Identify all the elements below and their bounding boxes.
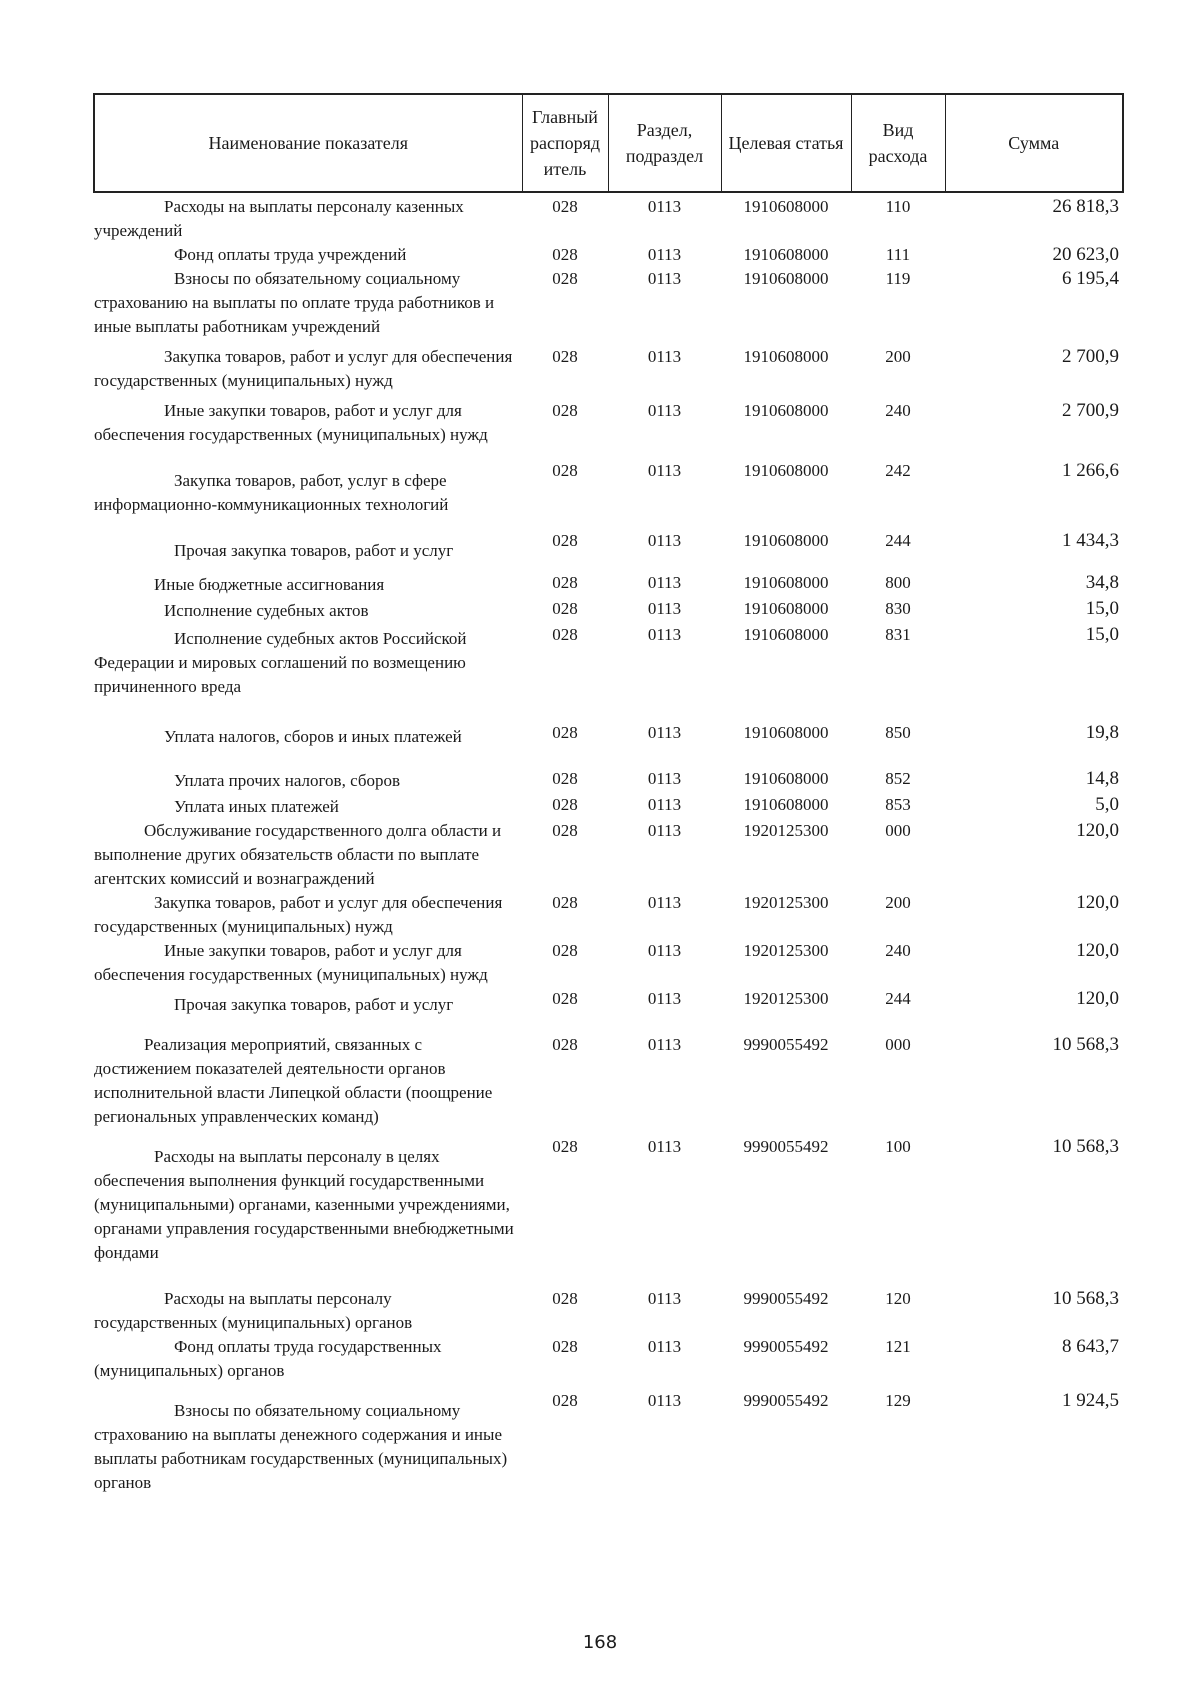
row-section: 0113 — [647, 269, 682, 288]
row-name: Прочая закупка товаров, работ и услуг — [174, 541, 454, 560]
row-expense-type: 100 — [885, 1137, 911, 1156]
row-sum: 10 568,3 — [1052, 1034, 1119, 1055]
row-section: 0113 — [647, 821, 682, 840]
row-name: Обслуживание государственного долга области и выполнение других обязательств области по выплате агентских комиссий и вознаграждений — [94, 821, 502, 888]
row-chief-manager: 028 — [552, 245, 578, 264]
row-chief-manager: 028 — [552, 795, 578, 814]
row-chief-manager: 028 — [552, 269, 578, 288]
header-expense-type: Вид расхода — [851, 94, 945, 192]
row-expense-type: 120 — [885, 1289, 911, 1308]
row-sum: 20 623,0 — [1052, 244, 1119, 265]
table-row — [94, 891, 1123, 939]
header-section: Раздел, подраздел — [608, 94, 721, 192]
table-row — [94, 1335, 1123, 1383]
row-sum: 10 568,3 — [1052, 1136, 1119, 1157]
row-section: 0113 — [647, 1391, 682, 1410]
row-sum: 15,0 — [1085, 624, 1119, 645]
table-row — [94, 709, 1123, 759]
row-section: 0113 — [647, 1137, 682, 1156]
row-expense-type: 240 — [885, 941, 911, 960]
table-row — [94, 793, 1123, 819]
row-chief-manager: 028 — [552, 599, 578, 618]
page-number: 168 — [582, 1632, 618, 1653]
row-expense-type: 129 — [885, 1391, 911, 1410]
row-name: Взносы по обязательному социальному страхованию на выплаты по оплате труда работников и иные выплаты работникам учреждений — [94, 269, 495, 336]
table-row — [94, 759, 1123, 793]
row-chief-manager: 028 — [552, 461, 578, 480]
row-sum: 34,8 — [1085, 572, 1119, 593]
header-name: Наименование показателя — [94, 94, 522, 192]
row-sum: 26 818,3 — [1052, 196, 1119, 217]
row-chief-manager: 028 — [552, 723, 578, 742]
row-section: 0113 — [647, 1289, 682, 1308]
table-row — [94, 267, 1123, 339]
row-target-item: 1910608000 — [743, 461, 829, 480]
row-name: Расходы на выплаты персоналу государственных (муниципальных) органов — [94, 1289, 413, 1332]
row-chief-manager: 028 — [552, 821, 578, 840]
row-section: 0113 — [647, 245, 682, 264]
row-section: 0113 — [647, 989, 682, 1008]
row-target-item: 1910608000 — [743, 401, 829, 420]
row-chief-manager: 028 — [552, 1391, 578, 1410]
row-sum: 19,8 — [1085, 722, 1119, 743]
table-row — [94, 623, 1123, 709]
row-sum: 14,8 — [1085, 768, 1119, 789]
header-chief-manager: Главный распоряд итель — [522, 94, 608, 192]
row-chief-manager: 028 — [552, 197, 578, 216]
row-target-item: 1910608000 — [743, 795, 829, 814]
row-sum: 1 924,5 — [1062, 1390, 1119, 1411]
row-section: 0113 — [647, 347, 682, 366]
row-name: Исполнение судебных актов — [164, 601, 369, 620]
row-name: Иные бюджетные ассигнования — [154, 575, 385, 594]
row-sum: 2 700,9 — [1062, 400, 1119, 421]
row-sum: 120,0 — [1076, 892, 1119, 913]
row-name: Фонд оплаты труда государственных (муниципальных) органов — [94, 1337, 442, 1380]
table-row — [94, 1275, 1123, 1335]
row-sum: 1 266,6 — [1062, 460, 1119, 481]
row-chief-manager: 028 — [552, 1337, 578, 1356]
row-target-item: 1910608000 — [743, 769, 829, 788]
row-target-item: 9990055492 — [743, 1337, 829, 1356]
table-header — [94, 94, 1123, 192]
table-row — [94, 1383, 1123, 1495]
row-expense-type: 800 — [885, 573, 911, 592]
row-expense-type: 110 — [885, 197, 911, 216]
row-target-item: 1910608000 — [743, 625, 829, 644]
row-name: Иные закупки товаров, работ и услуг для обеспечения государственных (муниципальных) нужд — [94, 401, 488, 444]
row-target-item: 1920125300 — [743, 821, 829, 840]
row-section: 0113 — [647, 599, 682, 618]
row-section: 0113 — [647, 795, 682, 814]
table-row — [94, 192, 1123, 243]
row-name: Закупка товаров, работ и услуг для обеспечения государственных (муниципальных) нужд — [94, 347, 513, 390]
row-name: Уплата прочих налогов, сборов — [174, 771, 400, 790]
budget-table — [93, 93, 1124, 1495]
table-row — [94, 987, 1123, 1025]
row-name: Исполнение судебных актов Российской Федерации и мировых соглашений по возмещению причиненного вреда — [94, 629, 467, 696]
row-name: Прочая закупка товаров, работ и услуг — [174, 995, 454, 1014]
row-chief-manager: 028 — [552, 893, 578, 912]
row-expense-type: 240 — [885, 401, 911, 420]
row-sum: 6 195,4 — [1062, 268, 1119, 289]
row-expense-type: 121 — [885, 1337, 911, 1356]
row-target-item: 1910608000 — [743, 347, 829, 366]
table-row — [94, 339, 1123, 393]
row-chief-manager: 028 — [552, 769, 578, 788]
row-expense-type: 244 — [885, 989, 911, 1008]
row-sum: 120,0 — [1076, 988, 1119, 1009]
row-chief-manager: 028 — [552, 1289, 578, 1308]
row-sum: 120,0 — [1076, 940, 1119, 961]
row-name: Уплата налогов, сборов и иных платежей — [164, 727, 462, 746]
row-target-item: 1920125300 — [743, 989, 829, 1008]
row-sum: 2 700,9 — [1062, 346, 1119, 367]
row-target-item: 9990055492 — [743, 1035, 829, 1054]
row-target-item: 1920125300 — [743, 941, 829, 960]
row-target-item: 9990055492 — [743, 1391, 829, 1410]
row-chief-manager: 028 — [552, 989, 578, 1008]
row-name: Расходы на выплаты персоналу в целях обеспечения выполнения функций государственными (муниципальными) органами, казенными учреждениями, органами управления государственными внебюджетными фондами — [94, 1147, 514, 1262]
row-sum: 1 434,3 — [1062, 530, 1119, 551]
table-row — [94, 517, 1123, 563]
row-name: Фонд оплаты труда учреждений — [174, 245, 407, 264]
row-sum: 120,0 — [1076, 820, 1119, 841]
row-expense-type: 853 — [885, 795, 911, 814]
row-section: 0113 — [647, 1337, 682, 1356]
row-name: Реализация мероприятий, связанных с достижением показателей деятельности органов исполнительной власти Липецкой области (поощрение региональных управленческих команд) — [94, 1035, 493, 1126]
row-target-item: 1910608000 — [743, 269, 829, 288]
row-name: Закупка товаров, работ и услуг для обеспечения государственных (муниципальных) нужд — [94, 893, 503, 936]
table-row — [94, 597, 1123, 623]
row-name: Расходы на выплаты персоналу казенных учреждений — [94, 197, 464, 240]
row-name: Взносы по обязательному социальному страхованию на выплаты денежного содержания и иные выплаты работникам государственных (муниципальных) органов — [94, 1401, 508, 1492]
row-section: 0113 — [647, 723, 682, 742]
row-chief-manager: 028 — [552, 1137, 578, 1156]
table-row — [94, 1129, 1123, 1275]
table-row — [94, 447, 1123, 517]
row-section: 0113 — [647, 401, 682, 420]
table-row — [94, 819, 1123, 891]
row-target-item: 1910608000 — [743, 531, 829, 550]
row-sum: 10 568,3 — [1052, 1288, 1119, 1309]
row-section: 0113 — [647, 941, 682, 960]
row-expense-type: 200 — [885, 893, 911, 912]
row-target-item: 9990055492 — [743, 1289, 829, 1308]
table-row — [94, 939, 1123, 987]
row-expense-type: 850 — [885, 723, 911, 742]
row-section: 0113 — [647, 893, 682, 912]
row-expense-type: 242 — [885, 461, 911, 480]
table-row — [94, 243, 1123, 267]
row-chief-manager: 028 — [552, 531, 578, 550]
row-expense-type: 244 — [885, 531, 911, 550]
row-expense-type: 000 — [885, 1035, 911, 1054]
row-sum: 8 643,7 — [1062, 1336, 1119, 1357]
row-section: 0113 — [647, 769, 682, 788]
row-chief-manager: 028 — [552, 573, 578, 592]
row-sum: 15,0 — [1085, 598, 1119, 619]
row-chief-manager: 028 — [552, 941, 578, 960]
row-expense-type: 119 — [885, 269, 911, 288]
header-target-item: Целевая статья — [721, 94, 851, 192]
row-target-item: 1910608000 — [743, 573, 829, 592]
row-chief-manager: 028 — [552, 625, 578, 644]
row-name: Иные закупки товаров, работ и услуг для обеспечения государственных (муниципальных) нужд — [94, 941, 488, 984]
row-chief-manager: 028 — [552, 401, 578, 420]
row-section: 0113 — [647, 531, 682, 550]
row-expense-type: 200 — [885, 347, 911, 366]
table-body — [94, 192, 1123, 1495]
row-expense-type: 000 — [885, 821, 911, 840]
row-expense-type: 111 — [885, 245, 911, 264]
table-row — [94, 563, 1123, 597]
row-target-item: 1920125300 — [743, 893, 829, 912]
row-expense-type: 852 — [885, 769, 911, 788]
row-expense-type: 830 — [885, 599, 911, 618]
header-sum: Сумма — [945, 94, 1123, 192]
table-row — [94, 393, 1123, 447]
row-section: 0113 — [647, 625, 682, 644]
row-section: 0113 — [647, 197, 682, 216]
row-target-item: 1910608000 — [743, 245, 829, 264]
row-target-item: 1910608000 — [743, 723, 829, 742]
row-target-item: 1910608000 — [743, 197, 829, 216]
row-section: 0113 — [647, 461, 682, 480]
row-target-item: 9990055492 — [743, 1137, 829, 1156]
row-sum: 5,0 — [1095, 794, 1119, 815]
row-name: Уплата иных платежей — [174, 797, 339, 816]
row-name: Закупка товаров, работ, услуг в сфере информационно-коммуникационных технологий — [94, 471, 449, 514]
table-row — [94, 1025, 1123, 1129]
row-section: 0113 — [647, 1035, 682, 1054]
row-chief-manager: 028 — [552, 1035, 578, 1054]
row-chief-manager: 028 — [552, 347, 578, 366]
row-target-item: 1910608000 — [743, 599, 829, 618]
row-section: 0113 — [647, 573, 682, 592]
row-expense-type: 831 — [885, 625, 911, 644]
